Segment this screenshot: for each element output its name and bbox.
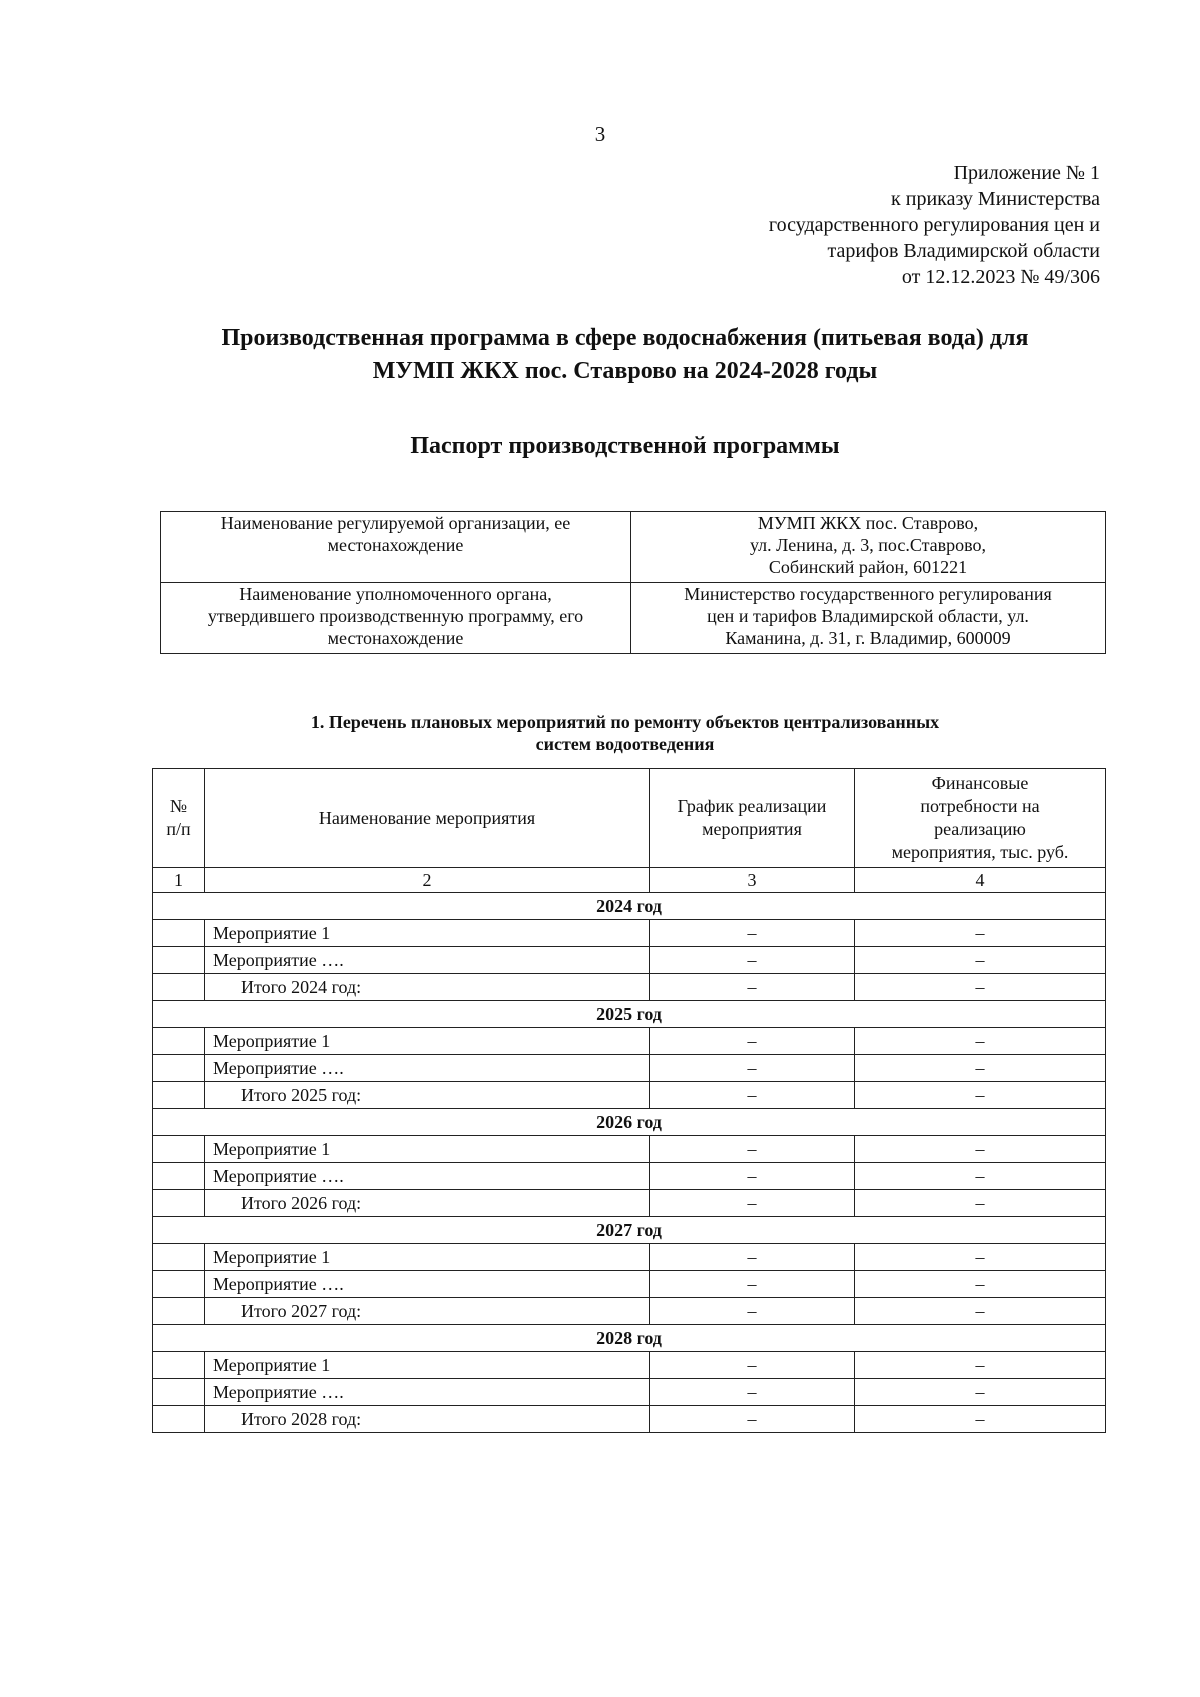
year-label: 2028 год <box>153 1325 1106 1352</box>
total-finance: – <box>855 1298 1106 1325</box>
section-heading-line: 1. Перечень плановых мероприятий по ремонту объектов централизованных <box>310 712 940 732</box>
appendix-line: тарифов Владимирской области <box>827 240 1100 262</box>
title-line: МУМП ЖКХ пос. Ставрово на 2024-2028 годы <box>372 358 878 384</box>
event-name: Мероприятие 1 <box>205 1028 650 1055</box>
year-label: 2025 год <box>153 1001 1106 1028</box>
row-num <box>153 1055 205 1082</box>
row-num <box>153 1298 205 1325</box>
event-finance: – <box>855 920 1106 947</box>
total-schedule: – <box>650 1406 855 1433</box>
event-schedule: – <box>650 920 855 947</box>
row-num <box>153 1352 205 1379</box>
total-schedule: – <box>650 1298 855 1325</box>
passport-value-line: цен и тарифов Владимирской области, ул. <box>707 606 1029 626</box>
year-row <box>153 1001 1106 1028</box>
row-num <box>153 1379 205 1406</box>
row-num <box>153 1190 205 1217</box>
row-num <box>153 974 205 1001</box>
passport-label <box>161 512 631 583</box>
year-row <box>153 1217 1106 1244</box>
row-num <box>153 1082 205 1109</box>
total-row <box>153 1190 1106 1217</box>
event-name: Мероприятие …. <box>205 1163 650 1190</box>
total-finance: – <box>855 1406 1106 1433</box>
event-name: Мероприятие …. <box>205 1055 650 1082</box>
table-row <box>153 1055 1106 1082</box>
total-row <box>153 1082 1106 1109</box>
event-schedule: – <box>650 1379 855 1406</box>
events-table <box>152 768 1106 1433</box>
event-schedule: – <box>650 1163 855 1190</box>
year-label: 2026 год <box>153 1109 1106 1136</box>
row-num <box>153 1136 205 1163</box>
passport-value <box>631 512 1106 583</box>
table-row <box>153 920 1106 947</box>
year-row <box>153 1109 1106 1136</box>
row-num <box>153 1406 205 1433</box>
table-row <box>153 1379 1106 1406</box>
table-row <box>153 1352 1106 1379</box>
appendix-line: к приказу Министерства <box>891 188 1100 210</box>
column-index: 4 <box>855 868 1106 893</box>
total-schedule: – <box>650 1190 855 1217</box>
document-title <box>150 322 1100 388</box>
passport-label-line: Наименование уполномоченного органа, <box>239 584 552 604</box>
event-schedule: – <box>650 1055 855 1082</box>
total-label: Итого 2027 год: <box>205 1298 650 1325</box>
year-label: 2027 год <box>153 1217 1106 1244</box>
year-label: 2024 год <box>153 893 1106 920</box>
passport-title: Паспорт производственной программы <box>410 433 840 459</box>
event-schedule: – <box>650 1352 855 1379</box>
total-label: Итого 2026 год: <box>205 1190 650 1217</box>
header-schedule <box>650 769 855 868</box>
column-index-row <box>153 868 1106 893</box>
passport-value-line: Собинский район, 601221 <box>768 557 968 577</box>
total-label: Итого 2024 год: <box>205 974 650 1001</box>
appendix-line: Приложение № 1 <box>953 162 1100 184</box>
table-row <box>153 1136 1106 1163</box>
event-schedule: – <box>650 1271 855 1298</box>
header-num <box>153 769 205 868</box>
event-name: Мероприятие 1 <box>205 920 650 947</box>
row-num <box>153 1244 205 1271</box>
title-line: Производственная программа в сфере водоснабжения (питьевая вода) для <box>221 325 1029 351</box>
table-row <box>153 947 1106 974</box>
total-schedule: – <box>650 974 855 1001</box>
event-name: Мероприятие …. <box>205 1379 650 1406</box>
event-finance: – <box>855 947 1106 974</box>
event-name: Мероприятие 1 <box>205 1136 650 1163</box>
total-finance: – <box>855 1082 1106 1109</box>
appendix-reference <box>769 160 1100 290</box>
event-finance: – <box>855 1055 1106 1082</box>
row-num <box>153 1271 205 1298</box>
event-finance: – <box>855 1244 1106 1271</box>
header-line: мероприятия <box>702 819 802 839</box>
event-schedule: – <box>650 947 855 974</box>
event-finance: – <box>855 1163 1106 1190</box>
header-row <box>153 769 1106 868</box>
row-num <box>153 947 205 974</box>
total-label: Итого 2028 год: <box>205 1406 650 1433</box>
total-row <box>153 1406 1106 1433</box>
column-index: 2 <box>205 868 650 893</box>
table-row <box>153 1163 1106 1190</box>
row-num <box>153 1163 205 1190</box>
header-line: График реализации <box>677 796 827 816</box>
column-index: 1 <box>153 868 205 893</box>
appendix-line: государственного регулирования цен и <box>768 214 1100 236</box>
passport-table <box>160 511 1106 654</box>
header-line: № <box>169 796 188 816</box>
passport-row <box>161 512 1106 583</box>
header-line: мероприятия, тыс. руб. <box>891 842 1069 862</box>
year-row <box>153 893 1106 920</box>
table-row <box>153 1271 1106 1298</box>
event-finance: – <box>855 1352 1106 1379</box>
header-line: Финансовые <box>931 773 1029 793</box>
passport-label-line: местонахождение <box>327 628 464 648</box>
header-finance <box>855 769 1106 868</box>
event-schedule: – <box>650 1244 855 1271</box>
appendix-line: от 12.12.2023 № 49/306 <box>901 266 1100 288</box>
row-num <box>153 920 205 947</box>
table-row <box>153 1028 1106 1055</box>
passport-value-line: МУМП ЖКХ пос. Ставрово, <box>757 513 979 533</box>
section-heading <box>150 711 1100 755</box>
event-schedule: – <box>650 1136 855 1163</box>
event-finance: – <box>855 1271 1106 1298</box>
year-row <box>153 1325 1106 1352</box>
total-finance: – <box>855 1190 1106 1217</box>
page-number: 3 <box>594 122 606 146</box>
event-finance: – <box>855 1379 1106 1406</box>
event-finance: – <box>855 1028 1106 1055</box>
passport-label <box>161 583 631 654</box>
event-name: Мероприятие 1 <box>205 1244 650 1271</box>
event-name: Мероприятие 1 <box>205 1352 650 1379</box>
passport-label-line: местонахождение <box>327 535 464 555</box>
header-name: Наименование мероприятия <box>205 769 650 868</box>
passport-label-line: утвердившего производственную программу, его <box>207 606 584 626</box>
header-line: потребности на <box>920 796 1040 816</box>
passport-value-line: Каманина, д. 31, г. Владимир, 600009 <box>725 628 1011 648</box>
column-index: 3 <box>650 868 855 893</box>
section-heading-line: систем водоотведения <box>535 734 715 754</box>
passport-value-line: ул. Ленина, д. 3, пос.Ставрово, <box>749 535 987 555</box>
total-row <box>153 1298 1106 1325</box>
total-schedule: – <box>650 1082 855 1109</box>
total-finance: – <box>855 974 1106 1001</box>
total-label: Итого 2025 год: <box>205 1082 650 1109</box>
event-schedule: – <box>650 1028 855 1055</box>
event-finance: – <box>855 1136 1106 1163</box>
header-line: реализацию <box>934 819 1026 839</box>
passport-row <box>161 583 1106 654</box>
passport-label-line: Наименование регулируемой организации, ее <box>220 513 571 533</box>
total-row <box>153 974 1106 1001</box>
event-name: Мероприятие …. <box>205 947 650 974</box>
row-num <box>153 1028 205 1055</box>
passport-value-line: Министерство государственного регулирования <box>684 584 1052 604</box>
passport-value <box>631 583 1106 654</box>
header-line: п/п <box>166 819 191 839</box>
event-name: Мероприятие …. <box>205 1271 650 1298</box>
table-row <box>153 1244 1106 1271</box>
